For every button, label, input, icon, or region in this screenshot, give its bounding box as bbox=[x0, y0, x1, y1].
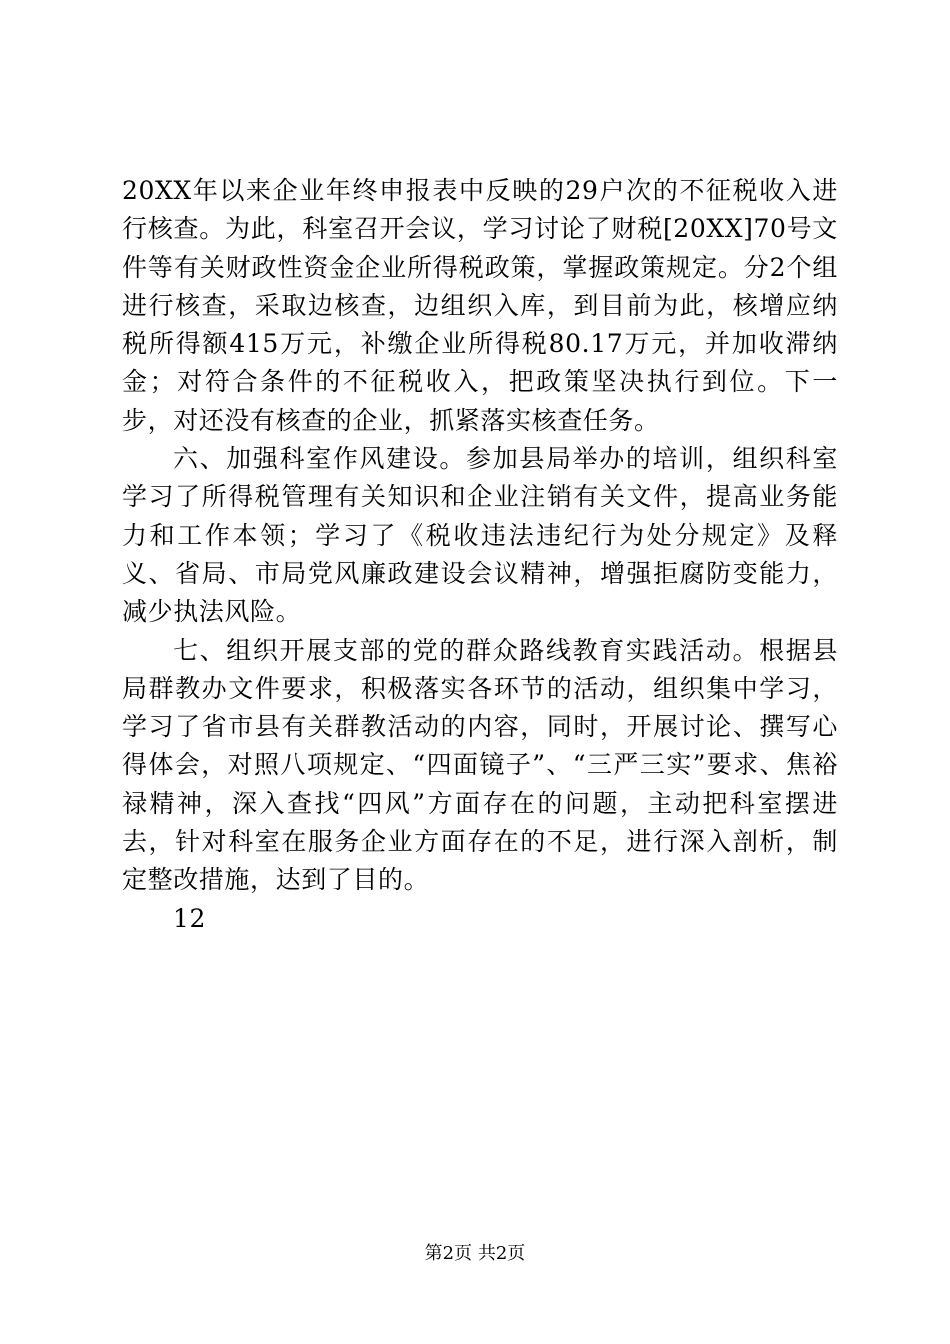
document-body bbox=[122, 172, 838, 938]
paragraph-section-seven: 七、组织开展支部的党的群众路线教育实践活动。根据县局群教办文件要求，积极落实各环节的活动，组织集中学习，学习了省市县有关群教活动的内容，同时，开展讨论、撰写心得体会，对照八项规定、“四面镜子”、“三严三实”要求、焦裕禄精神，深入查找“四风”方面存在的问题，主动把科室摆进去，针对科室在服务企业方面存在的不足，进行深入剖析，制定整改措施，达到了目的。 bbox=[122, 635, 838, 895]
paragraph-tax-review: 20XX年以来企业年终申报表中反映的29户次的不征税收入进行核查。为此，科室召开会议，学习讨论了财税[20XX]70号文件等有关财政性资金企业所得税政策，掌握政策规定。分2个组进行核查，采取边核查，边组织入库，到目前为此，核增应纳税所得额415万元，补缴企业所得税80.17万元，并加收滞纳金；对符合条件的不征税收入，把政策坚决执行到位。下一步，对还没有核查的企业，抓紧落实核查任务。 bbox=[122, 176, 838, 435]
trailing-number: 12 bbox=[173, 903, 207, 933]
paragraph-section-six: 六、加强科室作风建设。参加县局举办的培训，组织科室学习了所得税管理有关知识和企业注销有关文件，提高业务能力和工作本领；学习了《税收违法违纪行为处分规定》及释义、省局、市局党风廉政建设会议精神，增强拒腐防变能力，减少执法风险。 bbox=[122, 444, 838, 627]
page-footer: 第2页 共2页 bbox=[424, 1243, 526, 1264]
